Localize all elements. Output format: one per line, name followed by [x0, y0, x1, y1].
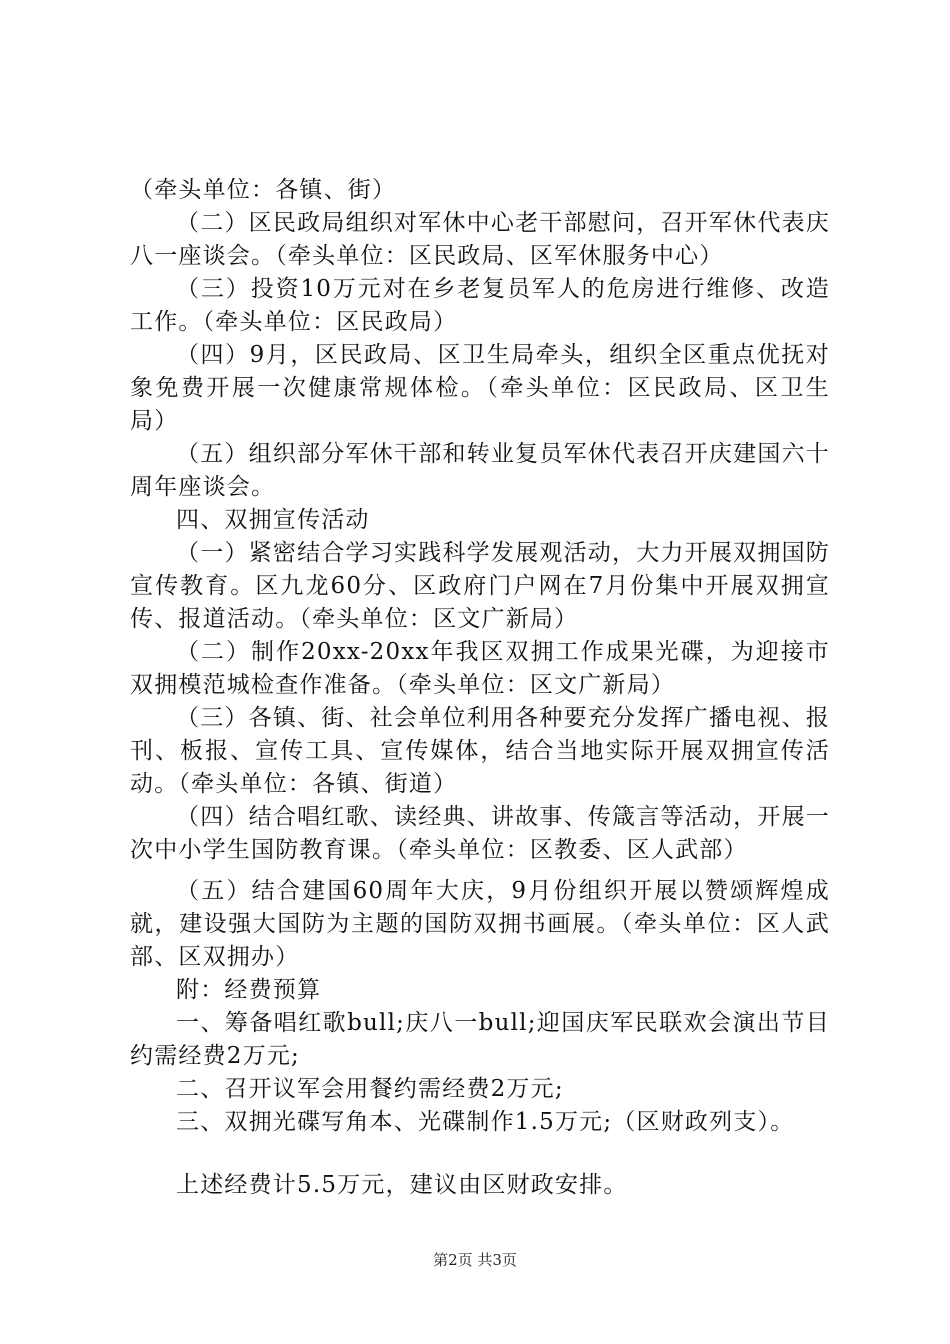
paragraph-budget-heading: 附：经费预算: [176, 977, 322, 1003]
paragraph-item-3: （三）投资10万元对在乡老复员军人的危房进行维修、改造工作。（牵头单位：区民政局）: [130, 276, 830, 335]
section-heading-propaganda: 四、双拥宣传活动: [176, 507, 370, 533]
paragraph-budget-total: 上述经费计5.5万元，建议由区财政安排。: [176, 1172, 628, 1198]
paragraph-budget-3: 三、双拥光碟写角本、光碟制作1.5万元;（区财政列支）。: [176, 1109, 795, 1135]
paragraph-item-5: （五）组织部分军休干部和转业复员军休代表召开庆建国六十周年座谈会。: [130, 441, 830, 500]
paragraph-item-4: （四）9月，区民政局、区卫生局牵头，组织全区重点优抚对象免费开展一次健康常规体检。（牵头单位：区民政局、区卫生局）: [130, 342, 830, 434]
page-number-footer: 第2页 共3页: [433, 1251, 517, 1269]
paragraph-propaganda-2: （二）制作20xx-20xx年我区双拥工作成果光碟，为迎接市双拥模范城检查作准备。（牵头单位：区文广新局）: [130, 639, 830, 698]
paragraph-propaganda-4: （四）结合唱红歌、读经典、讲故事、传箴言等活动，开展一次中小学生国防教育课。（牵头单位：区教委、区人武部）: [130, 804, 830, 863]
paragraph-propaganda-3: （三）各镇、街、社会单位利用各种要充分发挥广播电视、报刊、板报、宣传工具、宣传媒体，结合当地实际开展双拥宣传活动。（牵头单位：各镇、街道）: [130, 705, 830, 797]
paragraph-budget-2: 二、召开议军会用餐约需经费2万元;: [176, 1076, 564, 1102]
paragraph-lead-unit: （牵头单位：各镇、街）: [130, 177, 397, 203]
document-body: [130, 174, 830, 1202]
paragraph-item-2: （二）区民政局组织对军休中心老干部慰问，召开军休代表庆八一座谈会。（牵头单位：区民政局、区军休服务中心）: [130, 210, 830, 269]
paragraph-propaganda-5: （五）结合建国60周年大庆，9月份组织开展以赞颂辉煌成就，建设强大国防为主题的国防双拥书画展。（牵头单位：区人武部、区双拥办）: [130, 878, 830, 970]
paragraph-propaganda-1: （一）紧密结合学习实践科学发展观活动，大力开展双拥国防宣传教育。区九龙60分、区政府门户网在7月份集中开展双拥宣传、报道活动。（牵头单位：区文广新局）: [130, 540, 830, 632]
paragraph-budget-1: 一、筹备唱红歌bull;庆八一bull;迎国庆军民联欢会演出节目约需经费2万元;: [130, 1010, 830, 1069]
